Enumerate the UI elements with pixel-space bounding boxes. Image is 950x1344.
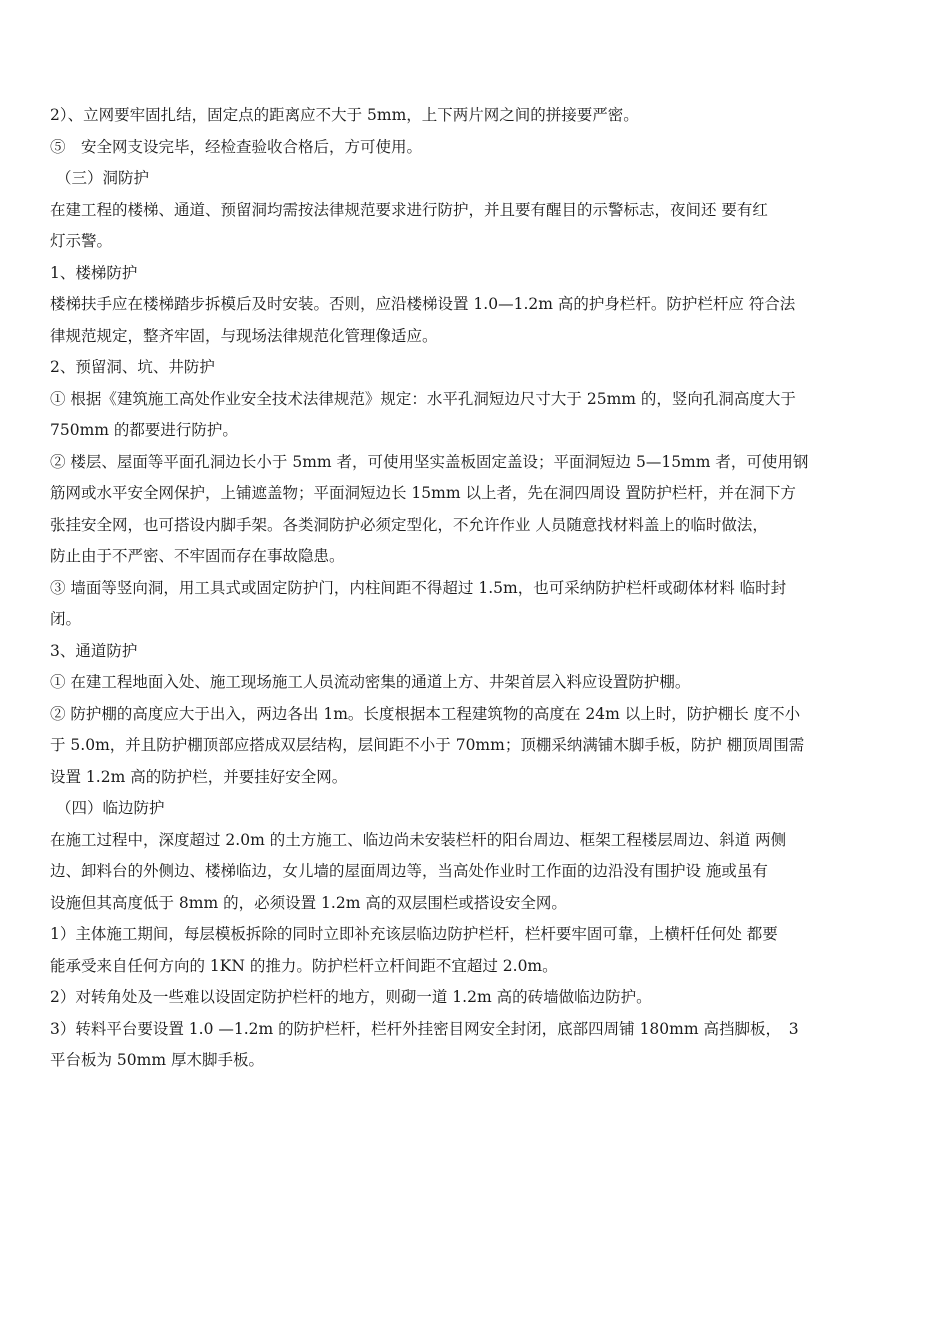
text-line: ① 根据《建筑施工高处作业安全技术法律规范》规定：水平孔洞短边尺寸大于 25mm 的，竖向孔洞高度大于 (50, 389, 796, 408)
text-line: 张挂安全网，也可搭设内脚手架。各类洞防护必须定型化，不允许作业 人员随意找材料盖上的临时做法， (50, 515, 768, 534)
text-line: 边、卸料台的外侧边、楼梯临边，女儿墙的屋面周边等，当高处作业时工作面的边沿没有围护设 施或虽有 (50, 862, 768, 880)
text-line: 筋网或水平安全网保护，上铺遮盖物；平面洞短边长 15mm 以上者，先在洞四周设 置防护栏杆，并在洞下方 (50, 484, 796, 502)
text-line: 灯示警。 (50, 232, 113, 250)
text-line: 楼梯扶手应在楼梯踏步拆模后及时安装。否则，应沿楼梯设置 1.0—1.2m 高的护身栏杆。防护栏杆应 符合法 (50, 295, 796, 313)
text-line: 于 5.0m，并且防护棚顶部应搭成双层结构，层间距不小于 70mm；顶棚采纳满铺木脚手板，防护 棚顶周围需 (50, 736, 805, 754)
text-line: 设置 1.2m 高的防护栏，并要挂好安全网。 (50, 767, 348, 786)
subsection-heading: 3、通道防护 (50, 641, 138, 660)
text-line: ⑤ 安全网支设完毕，经检查验收合格后，方可使用。 (50, 137, 423, 156)
text-line: ① 在建工程地面入处、施工现场施工人员流动密集的通道上方、井架首层入料应设置防护棚。 (50, 673, 691, 691)
text-line: ② 防护棚的高度应大于出入，两边各出 1m。长度根据本工程建筑物的高度在 24m 以上时，防护棚长 度不小 (50, 704, 801, 723)
document-body (50, 100, 910, 1077)
text-line: 3）转料平台要设置 1.0 —1.2m 的防护栏杆，栏杆外挂密目网安全封闭，底部四周铺 180mm 高挡脚板， 3 (50, 1019, 799, 1038)
text-line: 2）、立网要牢固扎结，固定点的距离应不大于 5mm，上下两片网之间的拼接要严密。 (50, 106, 639, 124)
text-line: 1）主体施工期间，每层模板拆除的同时立即补充该层临边防护栏杆，栏杆要牢固可靠，上横杆任何处 都要 (50, 925, 778, 943)
text-line: 防止由于不严密、不牢固而存在事故隐患。 (50, 547, 345, 565)
subsection-heading: 2、预留洞、坑、井防护 (50, 358, 215, 376)
text-line: ③ 墙面等竖向洞，用工具式或固定防护门，内柱间距不得超过 1.5m，也可采纳防护栏杆或砌体材料 临时封 (50, 578, 787, 597)
text-line: 律规范规定，整齐牢固，与现场法律规范化管理像适应。 (50, 326, 438, 345)
section-heading: （三）洞防护 (56, 169, 150, 187)
text-line: 2）对转角处及一些难以设固定防护栏杆的地方，则砌一道 1.2m 高的砖墙做临边防护。 (50, 988, 652, 1006)
text-line: 750mm 的都要进行防护。 (50, 421, 238, 439)
text-line: 平台板为 50mm 厚木脚手板。 (50, 1051, 264, 1069)
section-heading: （四）临边防护 (56, 799, 165, 817)
text-line: 在建工程的楼梯、通道、预留洞均需按法律规范要求进行防护，并且要有醒目的示警标志，夜间还 要有红 (50, 200, 768, 219)
text-line: 闭。 (50, 610, 82, 628)
subsection-heading: 1、楼梯防护 (50, 263, 138, 282)
text-line: 在施工过程中，深度超过 2.0m 的土方施工、临边尚未安装栏杆的阳台周边、框架工程楼层周边、斜道 两侧 (50, 830, 787, 849)
text-line: 设施但其高度低于 8mm 的，必须设置 1.2m 高的双层围栏或搭设安全网。 (50, 893, 567, 912)
text-line: ② 楼层、屋面等平面孔洞边长小于 5mm 者，可使用坚实盖板固定盖设；平面洞短边 5—15mm 者，可使用钢 (50, 452, 809, 471)
text-line: 能承受来自任何方向的 1KN 的推力。防护栏杆立杆间距不宜超过 2.0m。 (50, 956, 558, 975)
